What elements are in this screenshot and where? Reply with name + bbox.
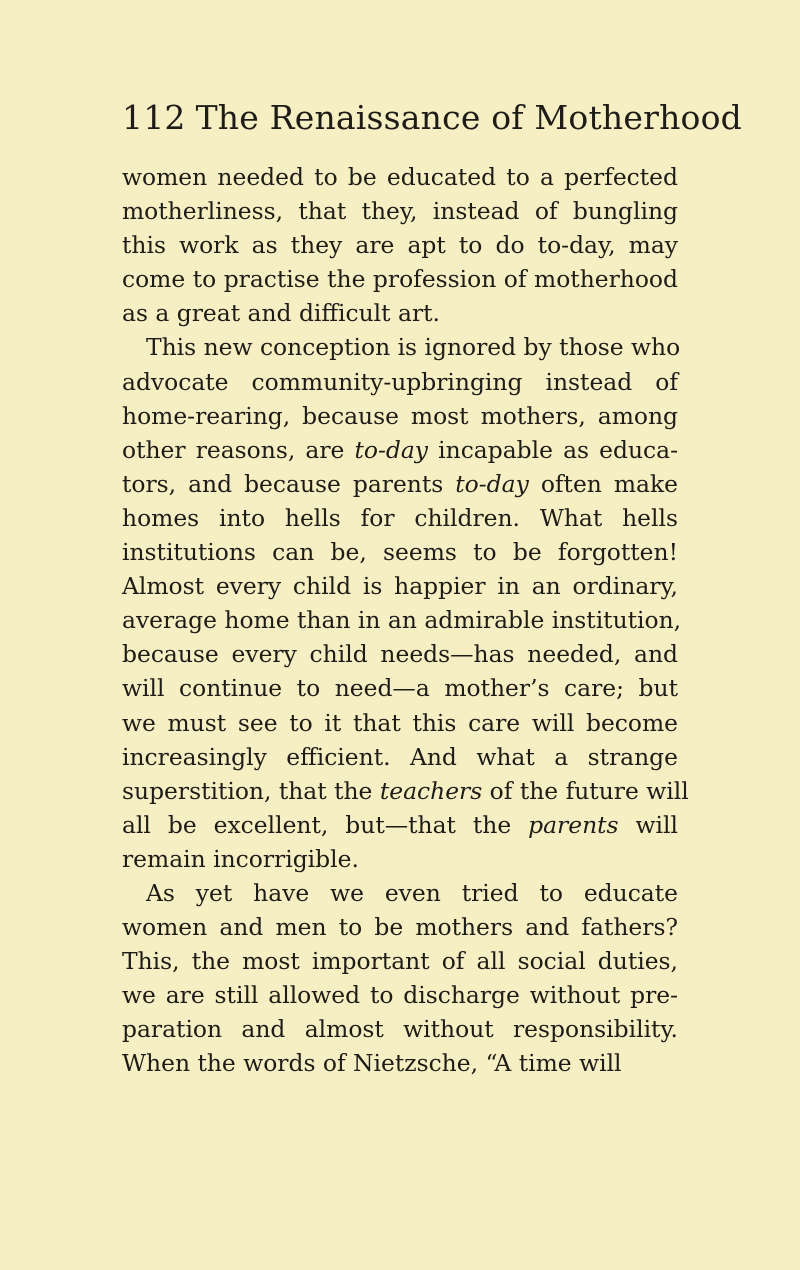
text-line	[122, 501, 678, 535]
text-segment: women and men to be mothers and fathers?	[122, 913, 678, 942]
text-segment: When the words of Nietzsche, “A time will	[122, 1049, 622, 1078]
text-segment: motherliness, that they, instead of bungling	[122, 197, 678, 226]
italic-text: parents	[528, 810, 619, 839]
body-text	[122, 160, 689, 1081]
text-line	[122, 228, 678, 262]
text-line	[122, 944, 678, 978]
text-segment: this work as they are apt to do to-day, may	[122, 231, 678, 260]
text-line	[122, 1012, 678, 1046]
text-segment: average home than in an admirable institution,	[122, 606, 682, 635]
text-segment: tors, and because parents	[122, 469, 456, 498]
text-segment: Almost every child is happier in an ordinary,	[122, 572, 678, 601]
text-line	[122, 569, 678, 603]
text-line	[122, 1046, 678, 1080]
text-line	[122, 808, 678, 842]
text-segment: often make	[528, 469, 679, 498]
text-segment: other reasons, are	[122, 435, 355, 464]
text-line	[122, 637, 678, 671]
text-line	[122, 399, 678, 433]
text-line	[122, 842, 678, 876]
text-segment: paration and almost without responsibility.	[122, 1015, 678, 1044]
paragraph	[122, 876, 678, 1081]
text-segment: we are still allowed to discharge without pre-	[122, 981, 678, 1010]
text-line	[122, 740, 678, 774]
text-line	[122, 365, 678, 399]
text-line	[122, 262, 678, 296]
italic-text: teachers	[379, 776, 483, 805]
text-segment: As yet have we even tried to educate	[146, 878, 678, 907]
text-segment: as a great and difficult art.	[122, 299, 440, 328]
text-line	[122, 910, 678, 944]
paragraph	[122, 330, 689, 876]
text-line	[122, 194, 678, 228]
text-segment: all be excellent, but—that the	[122, 810, 529, 839]
text-segment: increasingly efficient. And what a strange	[122, 742, 678, 771]
text-segment: because every child needs—has needed, and	[122, 640, 678, 669]
text-segment: incapable as educa-	[428, 435, 679, 464]
text-segment: remain incorrigible.	[122, 844, 359, 873]
text-segment: women needed to be educated to a perfected	[122, 163, 678, 191]
italic-text: to-day	[354, 435, 429, 464]
text-line	[122, 603, 682, 637]
text-line	[122, 706, 678, 740]
text-segment: we must see to it that this care will become	[122, 708, 678, 737]
text-line	[122, 330, 681, 364]
text-line	[122, 535, 678, 569]
text-segment: home-rearing, because most mothers, among	[122, 401, 678, 430]
text-line	[122, 160, 678, 194]
text-segment: This, the most important of all social duties,	[122, 947, 678, 976]
page-number: 112	[122, 98, 186, 137]
text-line	[122, 296, 678, 330]
text-line	[122, 467, 678, 501]
text-line	[122, 671, 678, 705]
text-segment: homes into hells for children. What hells	[122, 503, 678, 532]
text-segment: of the future will	[482, 776, 689, 805]
text-segment: institutions can be, seems to be forgotten!	[122, 538, 678, 567]
text-segment: This new conception is ignored by those who	[146, 333, 681, 362]
text-segment: come to practise the profession of motherhood	[122, 265, 678, 294]
paragraph	[122, 160, 678, 330]
running-header	[122, 98, 742, 137]
text-line	[122, 774, 689, 808]
text-segment: will continue to need—a mother’s care; but	[122, 674, 678, 703]
text-segment: will	[618, 810, 678, 839]
text-line	[122, 876, 678, 910]
text-line	[122, 978, 678, 1012]
italic-text: to-day	[455, 469, 529, 498]
text-segment: advocate community-upbringing instead of	[122, 367, 678, 396]
text-segment: superstition, that the	[122, 776, 380, 805]
text-line	[122, 433, 678, 467]
book-title: The Renaissance of Motherhood	[195, 98, 742, 137]
